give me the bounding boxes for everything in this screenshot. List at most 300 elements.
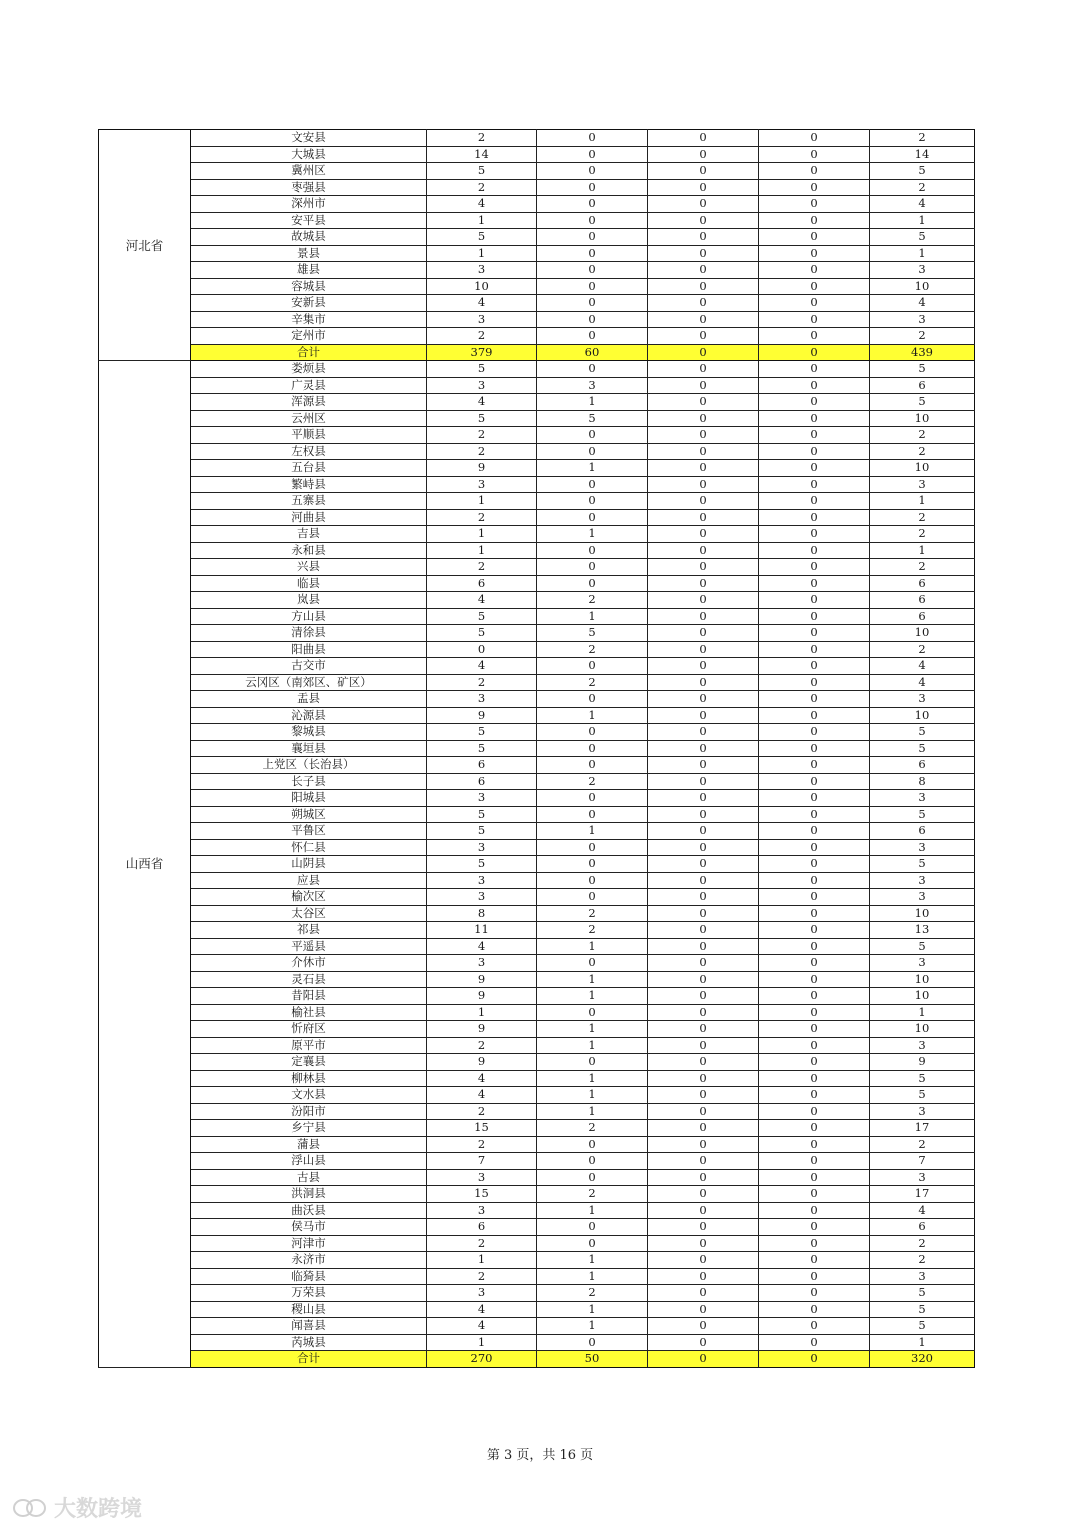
table-row — [99, 361, 975, 378]
value-cell: 5 — [870, 361, 975, 378]
value-cell: 0 — [537, 872, 648, 889]
value-cell: 0 — [537, 476, 648, 493]
value-cell: 0 — [759, 1054, 870, 1071]
value-cell: 0 — [759, 1136, 870, 1153]
value-cell: 0 — [759, 938, 870, 955]
value-cell: 3 — [427, 1169, 537, 1186]
value-cell: 0 — [759, 146, 870, 163]
value-cell: 6 — [870, 1219, 975, 1236]
table-row — [99, 1136, 975, 1153]
value-cell: 3 — [427, 839, 537, 856]
value-cell: 2 — [870, 179, 975, 196]
value-cell: 0 — [759, 773, 870, 790]
value-cell: 0 — [759, 460, 870, 477]
value-cell: 5 — [537, 410, 648, 427]
value-cell: 10 — [870, 1021, 975, 1038]
table-row — [99, 707, 975, 724]
value-cell: 4 — [427, 1301, 537, 1318]
value-cell: 5 — [427, 625, 537, 642]
value-cell: 8 — [427, 905, 537, 922]
value-cell: 1 — [537, 526, 648, 543]
value-cell: 0 — [648, 641, 759, 658]
county-cell: 怀仁县 — [191, 839, 427, 856]
value-cell: 0 — [648, 1235, 759, 1252]
table-row — [99, 790, 975, 807]
value-cell: 1 — [537, 1301, 648, 1318]
value-cell: 3 — [427, 872, 537, 889]
province-cell: 山西省 — [99, 361, 191, 1368]
value-cell: 3 — [870, 1103, 975, 1120]
county-cell: 兴县 — [191, 559, 427, 576]
table-row — [99, 146, 975, 163]
value-cell: 0 — [648, 361, 759, 378]
value-cell: 0 — [648, 823, 759, 840]
value-cell: 0 — [537, 1169, 648, 1186]
value-cell: 5 — [870, 1301, 975, 1318]
table-row — [99, 179, 975, 196]
value-cell: 5 — [870, 856, 975, 873]
value-cell: 0 — [648, 311, 759, 328]
county-cell: 广灵县 — [191, 377, 427, 394]
value-cell: 0 — [759, 1219, 870, 1236]
value-cell: 0 — [759, 823, 870, 840]
county-cell: 稷山县 — [191, 1301, 427, 1318]
value-cell: 0 — [537, 757, 648, 774]
value-cell: 0 — [648, 377, 759, 394]
value-cell: 0 — [648, 394, 759, 411]
total-value-cell: 0 — [648, 344, 759, 361]
value-cell: 0 — [759, 361, 870, 378]
table-row — [99, 311, 975, 328]
value-cell: 0 — [648, 1070, 759, 1087]
value-cell: 0 — [537, 295, 648, 312]
county-cell: 文水县 — [191, 1087, 427, 1104]
value-cell: 0 — [759, 1120, 870, 1137]
value-cell: 3 — [427, 691, 537, 708]
county-cell: 阳曲县 — [191, 641, 427, 658]
value-cell: 0 — [648, 245, 759, 262]
value-cell: 14 — [870, 146, 975, 163]
value-cell: 0 — [759, 1186, 870, 1203]
value-cell: 1 — [427, 1252, 537, 1269]
table-row — [99, 278, 975, 295]
value-cell: 2 — [427, 1037, 537, 1054]
value-cell: 1 — [537, 1318, 648, 1335]
value-cell: 0 — [648, 1054, 759, 1071]
value-cell: 0 — [759, 1334, 870, 1351]
value-cell: 0 — [648, 262, 759, 279]
county-cell: 临县 — [191, 575, 427, 592]
value-cell: 0 — [648, 806, 759, 823]
value-cell: 0 — [759, 922, 870, 939]
value-cell: 0 — [759, 1285, 870, 1302]
value-cell: 6 — [870, 575, 975, 592]
table-row — [99, 608, 975, 625]
county-cell: 蒲县 — [191, 1136, 427, 1153]
table-row — [99, 245, 975, 262]
table-row — [99, 1120, 975, 1137]
value-cell: 0 — [759, 740, 870, 757]
value-cell: 0 — [648, 674, 759, 691]
value-cell: 0 — [648, 922, 759, 939]
value-cell: 2 — [870, 509, 975, 526]
value-cell: 0 — [537, 328, 648, 345]
value-cell: 0 — [648, 790, 759, 807]
table-row — [99, 212, 975, 229]
table-row — [99, 328, 975, 345]
county-cell: 浮山县 — [191, 1153, 427, 1170]
value-cell: 2 — [870, 526, 975, 543]
value-cell: 17 — [870, 1186, 975, 1203]
value-cell: 0 — [648, 526, 759, 543]
value-cell: 0 — [759, 757, 870, 774]
value-cell: 0 — [648, 1169, 759, 1186]
value-cell: 0 — [537, 262, 648, 279]
county-cell: 平顺县 — [191, 427, 427, 444]
value-cell: 2 — [537, 1285, 648, 1302]
value-cell: 0 — [759, 724, 870, 741]
table-row — [99, 526, 975, 543]
value-cell: 1 — [537, 1202, 648, 1219]
table-row — [99, 955, 975, 972]
value-cell: 10 — [870, 278, 975, 295]
county-cell: 定襄县 — [191, 1054, 427, 1071]
value-cell: 1 — [537, 1087, 648, 1104]
value-cell: 10 — [870, 625, 975, 642]
value-cell: 0 — [537, 1136, 648, 1153]
value-cell: 7 — [870, 1153, 975, 1170]
value-cell: 0 — [648, 856, 759, 873]
value-cell: 4 — [427, 592, 537, 609]
county-cell: 侯马市 — [191, 1219, 427, 1236]
county-cell: 沁源县 — [191, 707, 427, 724]
table-row — [99, 839, 975, 856]
county-cell: 榆社县 — [191, 1004, 427, 1021]
value-cell: 0 — [537, 1054, 648, 1071]
total-row — [99, 344, 975, 361]
total-value-cell: 0 — [759, 1351, 870, 1368]
county-cell: 昔阳县 — [191, 988, 427, 1005]
table-row — [99, 1087, 975, 1104]
value-cell: 9 — [427, 707, 537, 724]
value-cell: 0 — [648, 130, 759, 147]
county-cell: 洪洞县 — [191, 1186, 427, 1203]
value-cell: 0 — [648, 773, 759, 790]
table-row — [99, 872, 975, 889]
county-cell: 深州市 — [191, 196, 427, 213]
value-cell: 3 — [870, 691, 975, 708]
county-cell: 浑源县 — [191, 394, 427, 411]
value-cell: 2 — [537, 773, 648, 790]
value-cell: 1 — [870, 1334, 975, 1351]
value-cell: 0 — [648, 1103, 759, 1120]
value-cell: 0 — [759, 1037, 870, 1054]
value-cell: 0 — [537, 229, 648, 246]
value-cell: 0 — [759, 443, 870, 460]
value-cell: 3 — [870, 790, 975, 807]
value-cell: 13 — [870, 922, 975, 939]
value-cell: 0 — [537, 278, 648, 295]
county-cell: 长子县 — [191, 773, 427, 790]
total-value-cell: 320 — [870, 1351, 975, 1368]
value-cell: 2 — [537, 674, 648, 691]
county-cell: 故城县 — [191, 229, 427, 246]
table-row — [99, 394, 975, 411]
value-cell: 2 — [427, 1268, 537, 1285]
table-row — [99, 1268, 975, 1285]
table-row — [99, 724, 975, 741]
value-cell: 2 — [427, 443, 537, 460]
table-row — [99, 163, 975, 180]
value-cell: 0 — [537, 1334, 648, 1351]
county-cell: 柳林县 — [191, 1070, 427, 1087]
table-row — [99, 443, 975, 460]
watermark — [12, 1492, 142, 1523]
table-row — [99, 1054, 975, 1071]
value-cell: 5 — [870, 806, 975, 823]
value-cell: 0 — [537, 509, 648, 526]
county-cell: 忻府区 — [191, 1021, 427, 1038]
value-cell: 0 — [427, 641, 537, 658]
value-cell: 2 — [427, 509, 537, 526]
value-cell: 14 — [427, 146, 537, 163]
value-cell: 3 — [870, 311, 975, 328]
county-cell: 应县 — [191, 872, 427, 889]
value-cell: 0 — [759, 130, 870, 147]
county-cell: 枣强县 — [191, 179, 427, 196]
table-row — [99, 757, 975, 774]
value-cell: 0 — [537, 196, 648, 213]
total-label-cell: 合计 — [191, 1351, 427, 1368]
value-cell: 5 — [870, 740, 975, 757]
county-cell: 永和县 — [191, 542, 427, 559]
value-cell: 0 — [759, 839, 870, 856]
total-value-cell: 270 — [427, 1351, 537, 1368]
county-cell: 雄县 — [191, 262, 427, 279]
value-cell: 5 — [427, 229, 537, 246]
county-cell: 临猗县 — [191, 1268, 427, 1285]
value-cell: 0 — [648, 1004, 759, 1021]
county-cell: 襄垣县 — [191, 740, 427, 757]
county-cell: 汾阳市 — [191, 1103, 427, 1120]
county-cell: 古交市 — [191, 658, 427, 675]
value-cell: 0 — [759, 526, 870, 543]
value-cell: 0 — [648, 839, 759, 856]
value-cell: 6 — [427, 757, 537, 774]
value-cell: 8 — [870, 773, 975, 790]
value-cell: 0 — [648, 1219, 759, 1236]
value-cell: 0 — [648, 658, 759, 675]
value-cell: 0 — [759, 1087, 870, 1104]
value-cell: 0 — [537, 889, 648, 906]
value-cell: 10 — [870, 707, 975, 724]
value-cell: 1 — [537, 1103, 648, 1120]
value-cell: 9 — [427, 460, 537, 477]
value-cell: 1 — [537, 460, 648, 477]
value-cell: 0 — [759, 1268, 870, 1285]
value-cell: 1 — [537, 938, 648, 955]
value-cell: 4 — [870, 196, 975, 213]
county-cell: 上党区（长治县） — [191, 757, 427, 774]
value-cell: 2 — [537, 641, 648, 658]
value-cell: 0 — [648, 592, 759, 609]
value-cell: 9 — [427, 1021, 537, 1038]
province-cell: 河北省 — [99, 130, 191, 361]
value-cell: 7 — [427, 1153, 537, 1170]
county-cell: 景县 — [191, 245, 427, 262]
county-cell: 盂县 — [191, 691, 427, 708]
value-cell: 0 — [759, 1004, 870, 1021]
value-cell: 0 — [537, 311, 648, 328]
value-cell: 1 — [870, 212, 975, 229]
value-cell: 0 — [759, 311, 870, 328]
value-cell: 0 — [759, 608, 870, 625]
value-cell: 0 — [759, 1103, 870, 1120]
value-cell: 4 — [870, 1202, 975, 1219]
value-cell: 0 — [759, 790, 870, 807]
value-cell: 4 — [870, 658, 975, 675]
value-cell: 1 — [537, 1021, 648, 1038]
value-cell: 0 — [537, 1235, 648, 1252]
value-cell: 0 — [648, 1202, 759, 1219]
value-cell: 0 — [648, 179, 759, 196]
table-row — [99, 1004, 975, 1021]
value-cell: 5 — [870, 1318, 975, 1335]
table-row — [99, 427, 975, 444]
value-cell: 0 — [648, 229, 759, 246]
county-cell: 乡宁县 — [191, 1120, 427, 1137]
value-cell: 0 — [537, 575, 648, 592]
total-value-cell: 439 — [870, 344, 975, 361]
value-cell: 0 — [648, 1037, 759, 1054]
value-cell: 0 — [759, 889, 870, 906]
value-cell: 0 — [648, 196, 759, 213]
value-cell: 0 — [759, 707, 870, 724]
value-cell: 3 — [427, 889, 537, 906]
value-cell: 4 — [427, 1318, 537, 1335]
value-cell: 0 — [759, 163, 870, 180]
value-cell: 3 — [870, 476, 975, 493]
table-row — [99, 806, 975, 823]
county-cell: 平遥县 — [191, 938, 427, 955]
county-cell: 容城县 — [191, 278, 427, 295]
value-cell: 3 — [870, 1169, 975, 1186]
value-cell: 2 — [537, 905, 648, 922]
value-cell: 0 — [537, 658, 648, 675]
table-row — [99, 625, 975, 642]
value-cell: 0 — [648, 1021, 759, 1038]
value-cell: 0 — [648, 559, 759, 576]
table-row — [99, 1334, 975, 1351]
value-cell: 0 — [648, 1136, 759, 1153]
county-cell: 芮城县 — [191, 1334, 427, 1351]
value-cell: 2 — [870, 1252, 975, 1269]
value-cell: 2 — [870, 559, 975, 576]
value-cell: 0 — [648, 625, 759, 642]
value-cell: 0 — [537, 839, 648, 856]
value-cell: 0 — [759, 1318, 870, 1335]
table-row — [99, 1037, 975, 1054]
county-cell: 太谷区 — [191, 905, 427, 922]
value-cell: 0 — [648, 509, 759, 526]
county-cell: 娄烦县 — [191, 361, 427, 378]
value-cell: 1 — [870, 493, 975, 510]
table-row — [99, 196, 975, 213]
value-cell: 0 — [537, 955, 648, 972]
table-row — [99, 509, 975, 526]
value-cell: 0 — [648, 889, 759, 906]
value-cell: 1 — [427, 1004, 537, 1021]
table-row — [99, 1169, 975, 1186]
data-table — [98, 129, 975, 1368]
value-cell: 9 — [427, 1054, 537, 1071]
value-cell: 0 — [648, 410, 759, 427]
value-cell: 0 — [759, 559, 870, 576]
value-cell: 0 — [759, 1153, 870, 1170]
value-cell: 0 — [759, 1252, 870, 1269]
value-cell: 0 — [759, 262, 870, 279]
value-cell: 2 — [427, 179, 537, 196]
county-cell: 安平县 — [191, 212, 427, 229]
value-cell: 0 — [648, 1285, 759, 1302]
value-cell: 5 — [427, 361, 537, 378]
county-cell: 冀州区 — [191, 163, 427, 180]
value-cell: 1 — [537, 1268, 648, 1285]
value-cell: 9 — [427, 971, 537, 988]
value-cell: 1 — [537, 971, 648, 988]
watermark-text: 大数跨境 — [54, 1497, 143, 1522]
value-cell: 5 — [427, 163, 537, 180]
value-cell: 5 — [870, 394, 975, 411]
table-row — [99, 889, 975, 906]
value-cell: 2 — [537, 1120, 648, 1137]
total-value-cell: 0 — [759, 344, 870, 361]
value-cell: 4 — [427, 658, 537, 675]
value-cell: 0 — [648, 971, 759, 988]
table-row — [99, 691, 975, 708]
value-cell: 4 — [427, 1070, 537, 1087]
value-cell: 5 — [870, 229, 975, 246]
table-row — [99, 1301, 975, 1318]
table-row — [99, 1285, 975, 1302]
value-cell: 2 — [427, 427, 537, 444]
county-cell: 清徐县 — [191, 625, 427, 642]
value-cell: 2 — [427, 1103, 537, 1120]
table-row — [99, 542, 975, 559]
total-value-cell: 60 — [537, 344, 648, 361]
table-row — [99, 1219, 975, 1236]
value-cell: 17 — [870, 1120, 975, 1137]
table-row — [99, 1021, 975, 1038]
value-cell: 0 — [648, 1301, 759, 1318]
value-cell: 0 — [537, 245, 648, 262]
value-cell: 9 — [870, 1054, 975, 1071]
value-cell: 0 — [537, 806, 648, 823]
value-cell: 5 — [427, 856, 537, 873]
table-row — [99, 295, 975, 312]
value-cell: 11 — [427, 922, 537, 939]
value-cell: 0 — [759, 377, 870, 394]
value-cell: 3 — [427, 262, 537, 279]
value-cell: 3 — [427, 377, 537, 394]
value-cell: 2 — [537, 592, 648, 609]
value-cell: 0 — [537, 179, 648, 196]
value-cell: 3 — [870, 889, 975, 906]
county-cell: 朔城区 — [191, 806, 427, 823]
value-cell: 1 — [537, 988, 648, 1005]
value-cell: 0 — [648, 724, 759, 741]
value-cell: 0 — [759, 691, 870, 708]
